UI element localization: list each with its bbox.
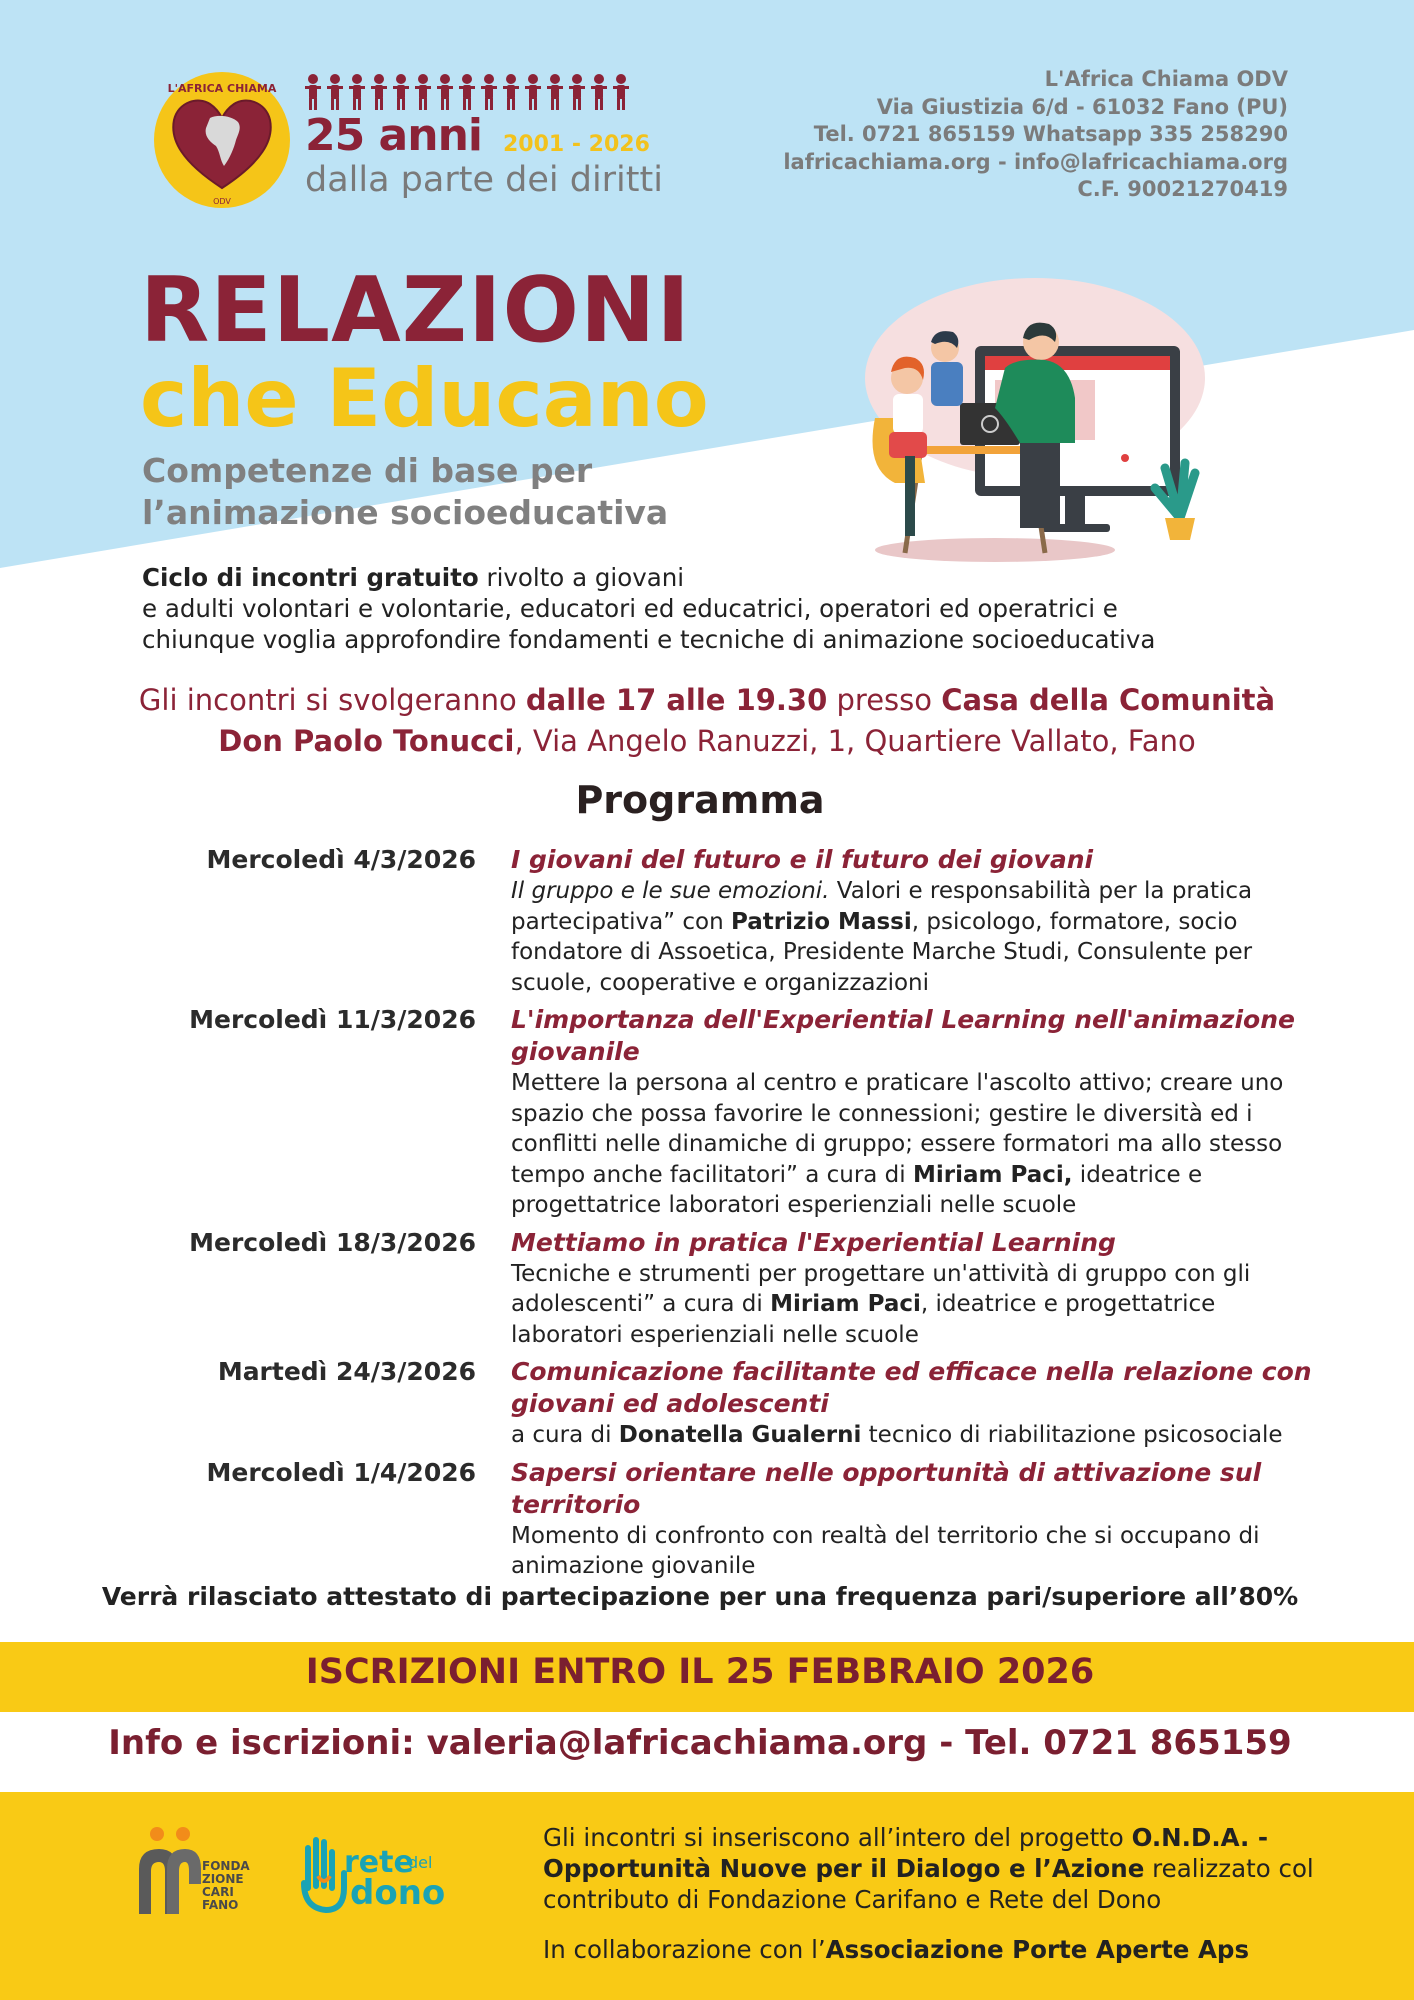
intro-paragraph — [142, 562, 1292, 655]
program-heading: Programma — [575, 778, 825, 822]
event-description — [511, 1259, 1331, 1351]
registration-contact[interactable]: Info e iscrizioni: valeria@lafricachiama.org - Tel. 0721 865159 — [108, 1723, 1292, 1763]
event-date: Martedì 24/3/2026 — [217, 1357, 476, 1386]
org-phone: Tel. 0721 865159 Whatsapp 335 258290 — [813, 122, 1288, 146]
venue-time: dalle 17 alle 19.30 — [525, 683, 828, 717]
main-title-sub: che Educano — [140, 352, 709, 445]
event-desc-1: Tecniche e strumenti per progettare un'attività di gruppo con gli adolescenti” a cura di — [511, 1260, 1251, 1317]
intro-rest: rivolto a giovani — [478, 563, 685, 592]
collab-text: In collaborazione con l’ — [543, 1935, 826, 1964]
event-speaker: Miriam Paci, — [912, 1161, 1073, 1188]
venue-place: Casa della Comunità — [941, 683, 1276, 717]
registration-deadline: ISCRIZIONI ENTRO IL 25 FEBBRAIO 2026 — [305, 1652, 1095, 1692]
program-list — [140, 844, 1340, 1582]
intro-line-2: e adulti volontari e volontarie, educatori ed educatrici, operatori ed operatrici e — [142, 594, 1118, 623]
program-event — [140, 1457, 1340, 1582]
event-desc-1: Valori e responsabilità per la pratica partecipativa” con — [511, 878, 1253, 935]
project-note — [543, 1822, 1343, 1915]
main-title: RELAZIONI — [140, 258, 691, 363]
event-date: Mercoledì 11/3/2026 — [189, 1005, 476, 1034]
carifano-text — [202, 1860, 250, 1912]
org-web[interactable]: lafricachiama.org - info@lafricachiama.org — [783, 149, 1288, 174]
event-desc-2: , psicologo, formatore, socio fondatore di Assoetica, Presidente Marche Studi, Consulente per scuole, cooperative e organizzazioni — [511, 908, 1253, 996]
org-name: L'Africa Chiama ODV — [1044, 67, 1288, 91]
event-desc-1: Momento di confronto con realtà del territorio che si occupano di animazione giovanile — [511, 1522, 1260, 1579]
collab-partner: Associazione Porte Aperte Aps — [825, 1935, 1250, 1964]
event-desc-1: a cura di — [511, 1422, 619, 1448]
event-date: Mercoledì 4/3/2026 — [206, 845, 476, 874]
logo-ring-text: L'AFRICA CHIAMA — [167, 82, 277, 95]
carifano-line: CARI — [202, 1885, 234, 1899]
certificate-note: Verrà rilasciato attestato di partecipazione per una frequenza pari/superiore all’80% — [101, 1582, 1299, 1611]
logo-odv-text: ODV — [213, 197, 231, 206]
organization-contact — [783, 66, 1288, 204]
program-event — [140, 1356, 1340, 1451]
event-description — [511, 1068, 1331, 1221]
event-desc-2: , ideatrice e progettatrice laboratori esperienziali nelle scuole — [511, 1291, 1216, 1348]
collaboration-note — [543, 1935, 1343, 1964]
event-title: I giovani del futuro e il futuro dei giovani — [511, 845, 1094, 874]
event-speaker: Donatella Gualerni — [618, 1422, 862, 1448]
program-event — [140, 844, 1340, 998]
event-speaker: Patrizio Massi — [731, 908, 912, 935]
program-event — [140, 1227, 1340, 1351]
event-speaker: Miriam Paci — [770, 1291, 921, 1317]
event-description — [511, 876, 1331, 998]
intro-line-3: chiunque voglia approfondire fondamenti e tecniche di animazione socioeducativa — [142, 625, 1156, 654]
subtitle — [142, 450, 668, 534]
dono-word: dono — [350, 1873, 446, 1913]
program-event — [140, 1004, 1340, 1221]
event-title: Comunicazione facilitante ed efficace nella relazione con giovani ed adolescenti — [511, 1357, 1312, 1418]
event-desc-2: ideatrice e progettatrice laboratori esperienziali nelle scuole — [511, 1161, 1203, 1218]
org-cf: C.F. 90021270419 — [1077, 177, 1288, 201]
event-desc-2: tecnico di riabilitazione psicosociale — [861, 1422, 1283, 1448]
carifano-line: ZIONE — [202, 1872, 244, 1886]
venue-text-1: Gli incontri si svolgeranno — [138, 683, 526, 717]
event-desc-italic: Il gruppo e le sue emozioni. — [511, 878, 830, 904]
subtitle-line-2: l’animazione socioeducativa — [142, 493, 669, 532]
carifano-line: FONDA — [202, 1859, 250, 1873]
event-desc-1: Mettere la persona al centro e praticare l'ascolto attivo; creare uno spazio che possa favorire le connessioni; gestire le diversità ed i conflitti nelle dinamiche di gruppo; essere formatori ma allo stesso tempo anche facilitatori” a cura di — [511, 1070, 1284, 1188]
rete-del-dono-logo — [300, 1828, 450, 1918]
subtitle-line-1: Competenze di base per — [142, 451, 593, 490]
event-description — [511, 1420, 1331, 1451]
people-chain-icon — [305, 72, 645, 112]
venue-text-2: presso — [827, 683, 942, 717]
event-title: Mettiamo in pratica l'Experiential Learning — [511, 1227, 1116, 1257]
education-illustration — [845, 268, 1225, 568]
anniversary-label: 25 anni — [305, 110, 482, 161]
carifano-line: FANO — [202, 1898, 239, 1912]
anniversary-subtitle: dalla parte dei diritti — [305, 160, 663, 200]
venue-address: , Via Angelo Ranuzzi, 1, Quartiere Vallato, Fano — [514, 724, 1196, 758]
event-title: L'importanza dell'Experiential Learning nell'animazione giovanile — [511, 1005, 1295, 1066]
org-address: Via Giustizia 6/d - 61032 Fano (PU) — [876, 94, 1288, 119]
event-description — [511, 1521, 1331, 1582]
anniversary-years: 2001 - 2026 — [503, 132, 650, 157]
project-note-1: Gli incontri si inseriscono all’intero del progetto — [543, 1823, 1132, 1852]
intro-bold: Ciclo di incontri gratuito — [142, 563, 479, 592]
project-note-2: realizzato col contributo di Fondazione Carifano e Rete del Dono — [543, 1854, 1314, 1914]
venue-place-name: Don Paolo Tonucci — [218, 724, 515, 758]
del-word: del — [408, 1853, 433, 1872]
event-date: Mercoledì 1/4/2026 — [206, 1457, 476, 1487]
africa-chiama-logo — [152, 70, 292, 210]
rete-word: rete — [344, 1845, 414, 1880]
event-date: Mercoledì 18/3/2026 — [189, 1227, 476, 1257]
event-title: Sapersi orientare nelle opportunità di attivazione sul territorio — [511, 1457, 1262, 1519]
project-name: O.N.D.A. - Opportunità Nuove per il Dialogo e l’Azione — [543, 1823, 1269, 1883]
venue-info — [100, 680, 1314, 762]
